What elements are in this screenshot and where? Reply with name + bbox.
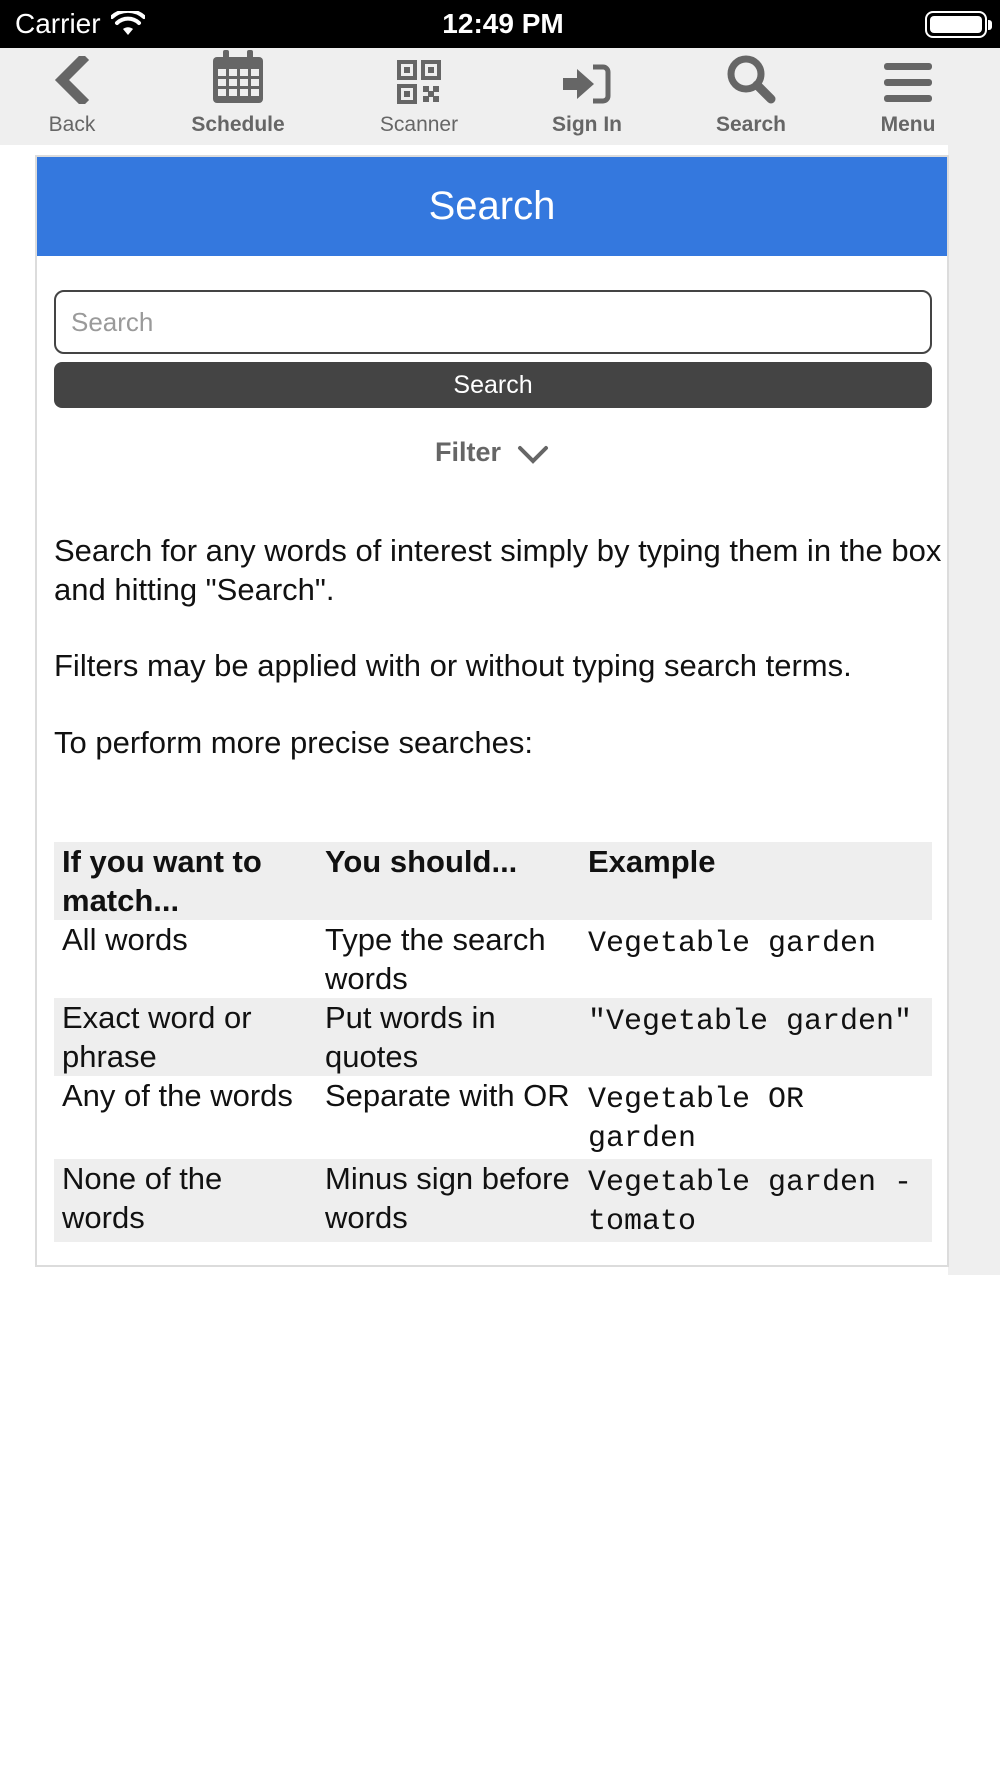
hamburger-menu-icon bbox=[884, 62, 932, 104]
table-cell-example: "Vegetable garden" bbox=[588, 1005, 913, 1039]
nav-back[interactable] bbox=[22, 48, 122, 145]
filter-label: Filter bbox=[434, 436, 501, 467]
nav-search[interactable] bbox=[691, 48, 811, 145]
nav-schedule-label: Schedule bbox=[191, 113, 285, 136]
table-cell-action: Separate with OR bbox=[325, 1078, 570, 1113]
search-input[interactable] bbox=[54, 290, 932, 354]
table-cell-example: Vegetable OR garden bbox=[588, 1083, 805, 1156]
nav-sign-in-label: Sign In bbox=[552, 113, 622, 136]
qr-code-icon bbox=[397, 60, 441, 104]
battery-icon bbox=[925, 11, 987, 38]
table-row bbox=[54, 1076, 932, 1159]
table-cell-match: None of the words bbox=[62, 1161, 223, 1235]
nav-back-label: Back bbox=[48, 113, 96, 136]
status-bar bbox=[0, 0, 1000, 48]
search-card bbox=[35, 155, 949, 1267]
table-cell-action: Put words in quotes bbox=[325, 1000, 496, 1074]
table-row bbox=[54, 920, 932, 998]
table-cell-match: Exact word or phrase bbox=[62, 1000, 252, 1074]
nav-search-label: Search bbox=[715, 113, 787, 136]
table-cell-example: Vegetable garden bbox=[588, 927, 877, 961]
nav-schedule[interactable] bbox=[178, 48, 298, 145]
chevron-left-icon bbox=[54, 56, 90, 104]
help-paragraph-precise: To perform more precise searches: bbox=[54, 725, 533, 760]
table-row bbox=[54, 998, 932, 1076]
table-header-cell: You should... bbox=[325, 844, 518, 879]
search-syntax-table bbox=[54, 842, 932, 1242]
table-cell-example: Vegetable garden -tomato bbox=[588, 1166, 913, 1239]
calendar-icon bbox=[212, 50, 264, 104]
nav-sign-in[interactable] bbox=[527, 48, 647, 145]
filter-toggle[interactable] bbox=[37, 432, 947, 472]
status-time: 12:49 PM bbox=[442, 8, 564, 39]
nav-menu-label: Menu bbox=[880, 113, 936, 136]
table-cell-match: Any of the words bbox=[62, 1078, 293, 1113]
nav-scanner-label: Scanner bbox=[379, 113, 459, 136]
page-title: Search bbox=[37, 157, 947, 256]
table-header-cell: If you want to match... bbox=[62, 844, 262, 918]
top-navigation bbox=[0, 48, 1000, 145]
table-header-row bbox=[54, 842, 932, 920]
search-icon bbox=[726, 54, 776, 104]
side-gutter bbox=[948, 145, 1000, 1275]
table-cell-match: All words bbox=[62, 922, 188, 957]
search-button[interactable]: Search bbox=[54, 362, 932, 408]
carrier-label: Carrier bbox=[15, 8, 101, 39]
table-header-cell: Example bbox=[588, 844, 716, 879]
table-row bbox=[54, 1159, 932, 1242]
sign-in-icon bbox=[563, 64, 611, 104]
nav-scanner[interactable] bbox=[359, 48, 479, 145]
nav-menu[interactable] bbox=[858, 48, 958, 145]
help-paragraph-filters: Filters may be applied with or without typing search terms. bbox=[54, 648, 852, 683]
help-paragraph-intro: Search for any words of interest simply by typing them in the box and hitting "Search". bbox=[54, 533, 942, 607]
table-cell-action: Type the search words bbox=[325, 922, 546, 996]
table-cell-action: Minus sign before words bbox=[325, 1161, 570, 1235]
chevron-down-icon bbox=[517, 445, 549, 465]
